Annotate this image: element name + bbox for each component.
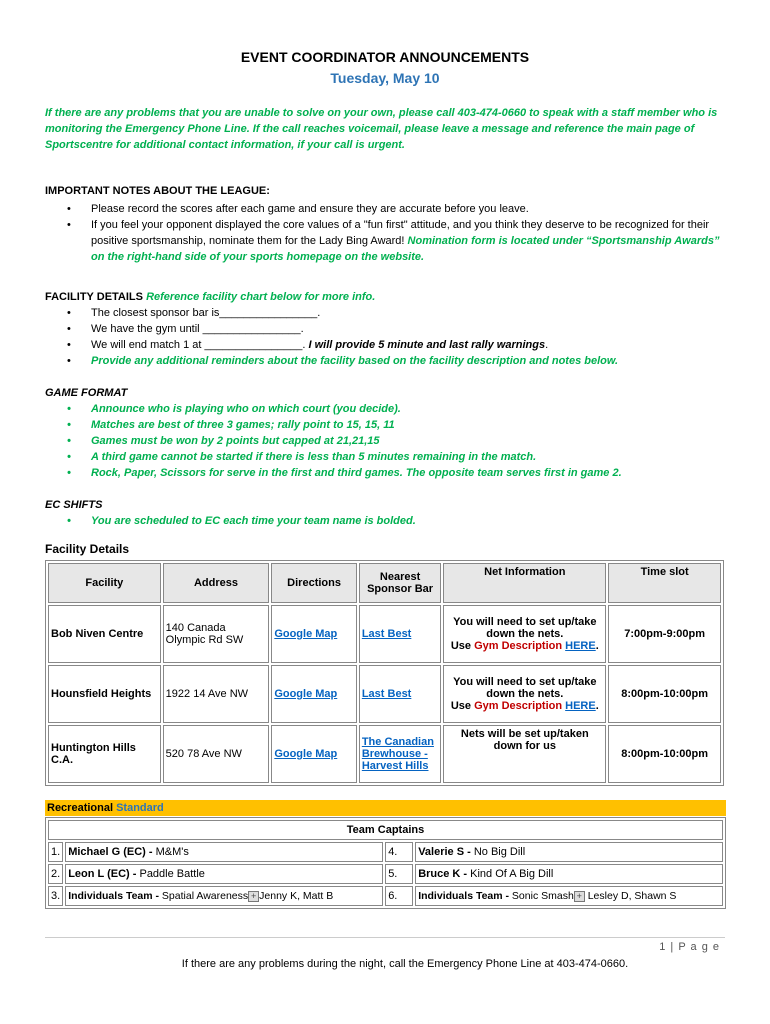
- gym-description-link[interactable]: HERE: [565, 700, 596, 712]
- nomination-note: Nomination form is located under “Sportsmanship Awards” on the right-hand side of your sports homepage on the website.: [91, 235, 720, 263]
- list-item: • A third game cannot be started if there is less than 5 minutes remaining in the match.: [91, 449, 735, 465]
- list-item: • Provide any additional reminders about the facility based on the facility description and notes below.: [91, 353, 735, 369]
- table-row: [48, 725, 721, 783]
- facility-name: Huntington Hills C.A.: [48, 725, 161, 783]
- column-header: Net Information: [443, 563, 606, 603]
- time-slot: 7:00pm-9:00pm: [608, 605, 721, 663]
- time-slot: 8:00pm-10:00pm: [608, 665, 721, 723]
- facility-details-list: [45, 305, 735, 369]
- expand-icon[interactable]: +: [248, 891, 259, 902]
- team-captains-table: [45, 817, 726, 909]
- table-header-row: [48, 563, 721, 603]
- game-format-section: [45, 385, 735, 481]
- division-label: Recreational: [47, 802, 114, 814]
- team-number: 3.: [48, 886, 63, 906]
- page-title: EVENT COORDINATOR ANNOUNCEMENTS: [240, 49, 530, 65]
- net-info: You will need to set up/take down the nets. Use Gym Description HERE.: [443, 665, 606, 723]
- google-map-link[interactable]: Google Map: [274, 628, 338, 640]
- list-item: • Matches are best of three 3 games; rally point to 15, 15, 11: [91, 417, 735, 433]
- table-header-row: [48, 820, 723, 840]
- table-row: [48, 665, 721, 723]
- table-row: [48, 605, 721, 663]
- google-map-link[interactable]: Google Map: [274, 688, 338, 700]
- net-info: You will need to set up/take down the nets. Use Gym Description HERE.: [443, 605, 606, 663]
- table-row: [48, 842, 723, 862]
- facility-details-heading: FACILITY DETAILS: [45, 291, 143, 303]
- facility-name: Bob Niven Centre: [48, 605, 161, 663]
- table-row: [48, 864, 723, 884]
- time-slot: 8:00pm-10:00pm: [608, 725, 721, 783]
- facility-details-section: [45, 289, 735, 369]
- facility-table: [45, 560, 724, 786]
- page-number: 1 | P a g e: [659, 941, 720, 953]
- facility-chart-note: Reference facility chart below for more info.: [146, 291, 376, 303]
- team-entry: Individuals Team - Spatial Awareness + Jenny K, Matt B: [65, 886, 383, 906]
- ec-shifts-list: [45, 513, 735, 529]
- column-header: Time slot: [608, 563, 721, 603]
- league-notes-section: [45, 183, 735, 265]
- list-item: • If you feel your opponent displayed the core values of a "fun first" attitude, and you think they deserve to be recognized for their positive sportsmanship, nominate them for the Lady Bing Award! Nomination form is located under “Sportsmanship Awards” on the right-hand side of your sports homepage on the website.: [91, 217, 735, 265]
- facility-address: 140 Canada Olympic Rd SW: [163, 605, 270, 663]
- team-number: 1.: [48, 842, 63, 862]
- gym-description-link[interactable]: HERE: [565, 640, 596, 652]
- ec-shifts-section: [45, 497, 735, 529]
- team-entry: Individuals Team - Sonic Smash + Lesley D, Shawn S: [415, 886, 723, 906]
- team-captains-heading: Team Captains: [48, 820, 723, 840]
- facility-address: 1922 14 Ave NW: [163, 665, 270, 723]
- footer-note: If there are any problems during the night, call the Emergency Phone Line at 403-474-0660.: [181, 958, 629, 970]
- list-item: • You are scheduled to EC each time your team name is bolded.: [91, 513, 735, 529]
- team-number: 5.: [385, 864, 413, 884]
- google-map-link[interactable]: Google Map: [274, 748, 338, 760]
- ec-shifts-heading: EC SHIFTS: [45, 499, 103, 511]
- team-number: 6.: [385, 886, 413, 906]
- facility-name: Hounsfield Heights: [48, 665, 161, 723]
- division-level: Standard: [116, 802, 164, 814]
- column-header: Nearest Sponsor Bar: [359, 563, 441, 603]
- page-date: Tuesday, May 10: [330, 70, 440, 86]
- sponsor-bar-link[interactable]: The Canadian Brewhouse - Harvest Hills: [361, 736, 434, 772]
- sponsor-bar-link[interactable]: Last Best: [361, 688, 412, 700]
- team-entry: Valerie S - No Big Dill: [415, 842, 723, 862]
- facility-address: 520 78 Ave NW: [163, 725, 270, 783]
- list-item: • Announce who is playing who on which court (you decide).: [91, 401, 735, 417]
- net-info: Nets will be set up/taken down for us: [443, 725, 606, 783]
- list-item: • Rock, Paper, Scissors for serve in the first and third games. The opposite team serves first in game 2.: [91, 465, 735, 481]
- team-entry: Leon L (EC) - Paddle Battle: [65, 864, 383, 884]
- game-format-heading: GAME FORMAT: [45, 387, 128, 399]
- sponsor-bar-link[interactable]: Last Best: [361, 628, 412, 640]
- team-number: 2.: [48, 864, 63, 884]
- column-header: Directions: [271, 563, 357, 603]
- recreational-division-bar: [45, 800, 726, 816]
- team-number: 4.: [385, 842, 413, 862]
- list-item: • The closest sponsor bar is________________.: [91, 305, 735, 321]
- team-entry: Michael G (EC) - M&M's: [65, 842, 383, 862]
- list-item: • We have the gym until ________________.: [91, 321, 735, 337]
- facility-table-title: Facility Details: [45, 542, 130, 556]
- expand-icon[interactable]: +: [574, 891, 585, 902]
- league-notes-list: [45, 201, 735, 265]
- intro-paragraph: If there are any problems that you are unable to solve on your own, please call 403-474-0660 to speak with a staff member who is monitoring the Emergency Phone Line. If the call reaches voicemail, please leave a message and reference the main page of Sportscentre for additional contact information, if your call is urgent.: [45, 107, 718, 151]
- column-header: Facility: [48, 563, 161, 603]
- footer-divider: [45, 937, 725, 938]
- league-notes-heading: IMPORTANT NOTES ABOUT THE LEAGUE:: [45, 185, 270, 197]
- list-item: • We will end match 1 at ________________. I will provide 5 minute and last rally warnings.: [91, 337, 735, 353]
- table-row: [48, 886, 723, 906]
- team-entry: Bruce K - Kind Of A Big Dill: [415, 864, 723, 884]
- column-header: Address: [163, 563, 270, 603]
- list-item: • Games must be won by 2 points but capped at 21,21,15: [91, 433, 735, 449]
- game-format-list: [45, 401, 735, 481]
- list-item: • Please record the scores after each game and ensure they are accurate before you leave.: [91, 201, 735, 217]
